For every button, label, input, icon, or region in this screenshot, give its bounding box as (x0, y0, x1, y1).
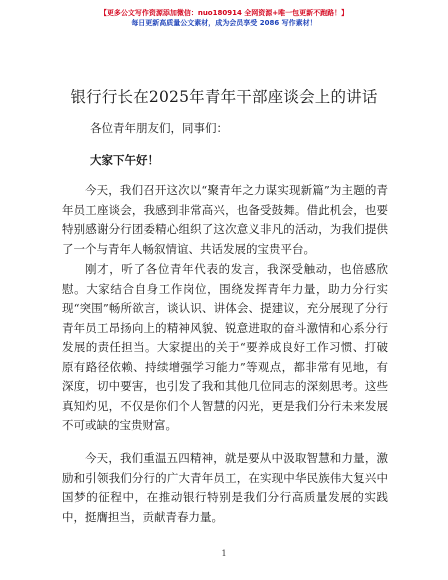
banner-subscribe-line: 每日更新高质量公文素材，成为会员享受 2086 写作素材！ (131, 19, 317, 27)
salutation-line: 大家下午好！ (90, 153, 159, 167)
page-number: 1 (221, 549, 227, 558)
body-paragraph: 刚才，听了各位青年代表的发言，我深受触动，也倍感欣慰。大家结合自身工作岗位，围绕发挥青年力量，助力分行实现“突围”畅所欲言，谈认识、讲体会、提建议，充分展现了分行青年员工昂扬向上的精神风貌、锐意进取的奋斗激情和心系分行发展的责任担当。大家提出的关于“要养成良好工作习惯、打破原有路径依赖、持续增强学习能力”等观点，都非常有见地，有深度，切中要害，也引发了我和其他几位同志的深刻思考。这些真知灼见，不仅是你们个人智慧的闪光，更是我们分行未来发展不可或缺的宝贵财富。 (62, 262, 388, 432)
body-paragraph: 今天，我们重温五四精神，就是要从中汲取智慧和力量，激励和引领我们分行的广大青年员工，在实现中华民族伟大复兴中国梦的征程中，在推动银行特别是我们分行高质量发展的实践中，挺膺担当，贡献青春力量。 (62, 451, 388, 524)
banner-promo-line: 【更多公文写作资源添加微信：nuo180914 全网资源+唯一包更新不跑路！】 (99, 9, 349, 17)
document-title: 银行行长在2025年青年干部座谈会上的讲话 (70, 88, 378, 106)
greeting-line: 各位青年朋友们，同事们： (90, 121, 228, 135)
header-banner (0, 8, 448, 28)
body-paragraph: 今天，我们召开这次以“聚青年之力谋实现新篇”为主题的青年员工座谈会，我感到非常高兴，也备受鼓舞。借此机会，也要特别感谢分行团委精心组织了这次意义非凡的活动，为我们提供了一个与青年人畅叙情谊、共话发展的宝贵平台。 (62, 183, 388, 256)
